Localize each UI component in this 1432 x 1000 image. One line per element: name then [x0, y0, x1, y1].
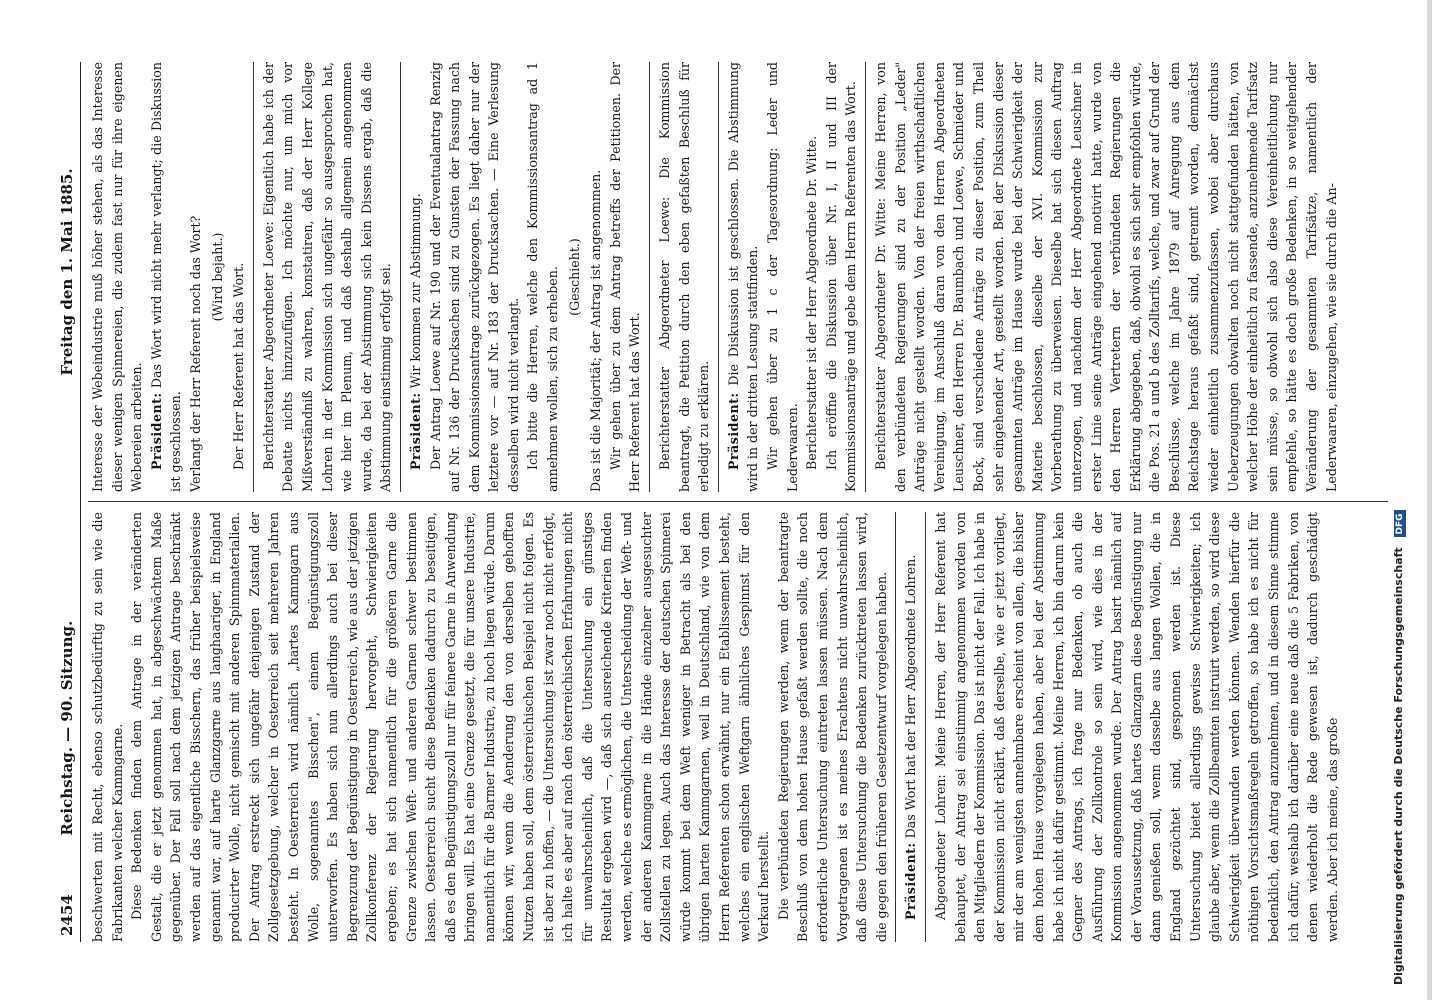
paragraph	[426, 62, 524, 492]
paragraph	[655, 62, 714, 492]
paragraph-text: Diese Bedenken finden dem Antrage in der veränderten Gestalt, die er jetzt genommen hat, in abgeschwächtem Maße gegenüber. Der Fall soll nach dem jetzigen Antrage beschränkt werden auf das eigentliche Bisschern, das früher beispielsweise genannt war, auf harte Glanzgarne aus langhaariger, in England producirter Wolle, nicht gemischt mit anderen Spinnmaterialien. Der Antrag erstreckt sich ungefähr denjenigen Zustand der Zollgesetzgebung, welcher in Oesterreich seit mehreren Jahren besteht. In Oesterreich wird nämlich „hartes Kammgarn aus Wolle, sogenanntes Bisschen", einem Begünstigungszoll unterworfen. Es haben sich nun allerdings auch bei dieser Begrenzung der Begünstigung in Oesterreich, wie aus der jetzigen Zollkonferenz der Regierung hervorgeht, Schwierigkeiten ergeben; es hat sich namentlich für die größeren Garne die Grenze zwischen Weft- und anderen Garnen schwer bestimmen lassen. Oesterreich sucht diese Bedenken dadurch zu beseitigen, daß es den Begünstigungszoll nur für feinere Garne in Anwendung bringen will. Es hat eine Grenze gesetzt, die für unsere Industrie, namentlich für die Barmer Industrie, zu hoch liegen würde. Darum können wir, wenn die Aenderung den von derselben gehofften Nutzen haben soll, dem österreichischen Beispiel nicht folgen. Es ist aber zu hoffen, — die Untersuchung ist zwar noch nicht erfolgt, ich halte es aber auf nach den österreichischen Erfahrungen nicht für unwahrscheinlich, daß die Untersuchung ein günstiges Resultat ergeben wird —, daß sich ausreichende Kriterien finden werden, welche es ermöglichen, die Unterscheidung der Weft- und der anderen Kammgarne in die Hände einzelner ausgesuchter Zollstellen zu legen. Auch das Interesse der deutschen Spinnerei würde kommt bei dem Weft weniger in Betracht als bei den übrigen harten Kammgarnen, weil in Deutschland, wie von dem Herrn Referenten schon erwähnt, nur ein Etablissement besteht, welches ein englischen Weftgarn ähnliches Gespinnst für den Verkauf herstellt.	[129, 512, 772, 942]
paragraph-text: Berichterstatter Abgeordneter Loewe: Die Kommission beantragt, die Petition durch den eben gefaßten Beschluß für erledigt zu erklären.	[657, 62, 712, 492]
paragraph-text: Berichterstatter Abgeordneter Loewe: Eigentlich habe ich der Debatte nichts hinzuzufügen. Ich möchte nur, um mich vor Mißverständniß zu wahren, konstatiren, daß der Herr Kollege Lohren in der Kommission sich ungefähr so ausgesprochen hat, wie hier im Plenum, und daß deshalb allgemein angenommen wurde, da bei der Abstimmung sich kein Dissens ergab, daß die Abstimmung einstimmig erfolgt sei.	[260, 62, 394, 492]
stage-direction	[565, 62, 585, 492]
paragraph-text: Das Wort wird nicht mehr verlangt; die Diskussion ist geschlossen.	[148, 62, 184, 492]
speaker-label: Präsident:	[407, 392, 423, 470]
paragraph-text: Berichterstatter Abgeordneter Dr. Witte: Meine Herren, von den verbündeten Regierungen sind zu der Position „Leder" Anträge nicht gestellt worden. Von der freien wirthschaftlichen Vereinigung, im Anschluß daran von den Herren Abgeordneten Leuschner, den Herren Dr. Baumbach und Loewe, Schmieder und Bock, sind verschiedene Anträge zu dieser Position, zum Theil sehr eingehender Art, gestellt worden. Bei der Diskussion dieser gesammten Anträge im Hause wurde bei der Schwierigkeit der Materie beschlossen, dieselbe der XVI. Kommission zur Vorberathung zu überweisen. Dieselbe hat sich diesen Auftrag unterzogen, und nachdem der Herr Abgeordnete Leuschner in erster Linie seine Anträge eingehend motivirt hatte, wurde von den Herren Vertretern der verbündeten Regierungen die Erklärung abgegeben, daß, obwohl es sich sehr empfohlen würde, die Pos. 21 a und b des Zolltarifs, welche, und zwar auf Grund der Beschlüsse, welche im Jahre 1879 auf Anregung aus dem Reichstage heraus gefaßt sind, getrennt worden, demnächst wieder einheitlich zusammenzufassen, wobei aber durchaus Ueberzeugungen obwalten noch nicht stattgefunden hätten, von welcher Höhe der einheitlich zu fassende, anzunehmende Tarifsatz sein müsse, so obwohl sich also diese Vereinheitlichung nur empfehle, so hätte es doch große Bedenken, in so weitgehender Veränderung der gesammten Tarifsätze, namentlich der Lederwaaren, einzugehen, wie sie durch die An-	[872, 62, 1339, 492]
page-header	[58, 62, 81, 942]
paragraph	[88, 512, 127, 942]
paragraph-text: Der Herr Referent hat das Wort.	[231, 262, 247, 470]
paragraph-text: Interesse der Webeindustrie muß höher stehen, als das Interesse dieser wenigen Spinnereien, die zudem fast nur für ihre eigenen Webereien arbeiten.	[90, 62, 145, 492]
paragraph	[88, 62, 147, 492]
dfg-logo: DFG	[1394, 510, 1406, 537]
section-separator	[400, 62, 401, 492]
header-left-title: Reichstag. — 90. Sitzung.	[58, 620, 76, 836]
paragraph	[186, 62, 206, 492]
speaker-label: Präsident:	[725, 392, 741, 470]
paragraph-text: (Geschieht.)	[566, 238, 582, 316]
paragraph-text: Wir gehen über zu 1 c der Tagesordnung: Leder und Lederwaaren.	[765, 62, 800, 492]
rotated-page	[58, 62, 1398, 942]
section-separator	[253, 62, 254, 492]
left-text-column	[88, 512, 1388, 942]
section-separator	[925, 512, 926, 942]
paragraph-text: Abgeordneter Lohren: Meine Herren, der Herr Referent hat behauptet, der Antrag sei einstimmig angenommen worden von den Mitgliedern der Kommission. Das ist nicht der Fall. Ich habe in der Kommission nicht erklärt, daß derselbe, wie er jetzt vorliegt, mir der am wenigsten annehmbare erscheint von allen, die bisher dem hohen Hause vorgelegen haben, aber bei der Abstimmung habe ich nicht dafür gestimmt. Meine Herren, ich bin darum kein Gegner des Antrags, ich frage nur Bedenken, ob auch die Ausführung der Zollkontrole so sein wird, wie dies in der Kommission angenommen wurde. Der Antrag basirt nämlich auf der Voraussetzung, daß hartes Glanzgarn diese Begünstigung nur dann genießen soll, wenn dasselbe aus langen Wollen, die in England gezüchtet sind, gesponnen werden ist. Diese Untersuchung bietet allerdings gewisse Schwierigkeiten; ich glaube aber, wenn die Zollbeamten instruirt werden, so wird diese Schwierigkeit überwunden werden können. Wenden hierfür die nöthigen Vorsichtsmaßregeln getroffen, so habe ich es nicht für bedenklich, den Antrag anzunehmen, und in diesem Sinne stimme ich dafür, weshalb ich darüber eine neue daß die 5 Fabriken, von denen wiederholt die Rede gewesen ist, dadurch geschädigt werden. Aber ich meine, das große	[932, 512, 1340, 942]
paragraph	[586, 62, 606, 492]
section-separator	[895, 512, 896, 942]
paragraph-text: Wir kommen zur Abstimmung.	[407, 193, 423, 389]
paragraph	[147, 62, 186, 492]
paragraph	[774, 512, 892, 942]
header-titles	[58, 62, 76, 942]
paragraph	[871, 62, 1341, 492]
paragraph-text: Ich bitte die Herren, welche den Kommissionsantrag ad 1 annehmen wollen, sich zu erheben.	[525, 62, 561, 492]
page-number: 2454	[58, 894, 76, 936]
section-separator	[718, 62, 719, 492]
paragraph-text: Die Diskussion ist geschlossen. Die Abstimmung wird in der dritten Lesung stattfinden.	[725, 62, 761, 492]
paragraph	[763, 62, 802, 492]
stage-direction	[208, 62, 228, 492]
paragraph	[802, 62, 822, 492]
paragraph	[901, 512, 921, 942]
paragraph	[127, 512, 774, 942]
paragraph	[406, 62, 426, 492]
paragraph-text: Die verbündeten Regierungen werden, wenn der beantragte Beschluß von dem hohen Hause gefaßt werden sollte, die noch erforderliche Untersuchung eintreten lassen müssen. Nach dem Vorgetragenen ist es meines Erachtens nicht unwahrscheinlich, daß diese Untersuchung die Bedenken zurücktreten lassen wird, die gegen den früheren Gesetzentwurf vorgelegen haben.	[775, 512, 889, 942]
header-right-title: Freitag den 1. Mai 1885.	[58, 168, 76, 376]
paragraph	[259, 62, 396, 492]
section-separator	[865, 62, 866, 492]
paragraph-text: Wir gehen über zu dem Antrag betreffs der Petitionen. Der Herr Referent hat das Wort.	[607, 62, 643, 492]
paragraph-text: Berichterstatter ist der Herr Abgeordnete Dr. Witte.	[804, 135, 820, 470]
speaker-label: Präsident:	[148, 392, 164, 470]
speaker-label: Präsident:	[903, 842, 919, 920]
paragraph-text: Das ist die Majorität; der Antrag ist angenommen.	[588, 169, 604, 492]
digitization-credit-text: Digitalisierung gefördert durch die Deutsche Forschungsgemeinschaft	[1392, 547, 1405, 985]
paragraph-text: beschwerten mit Recht, ebenso schutzbedürftig zu sein wie die Fabrikanten welcher Kammgarne.	[90, 512, 125, 942]
paragraph	[606, 62, 645, 492]
scan-edge	[1427, 0, 1432, 1000]
paragraph	[724, 62, 763, 492]
section-separator	[649, 62, 650, 492]
paragraph	[523, 62, 562, 492]
right-text-column	[88, 62, 1388, 492]
paragraph	[931, 512, 1342, 942]
paragraph	[822, 62, 861, 492]
paragraph-text: (Wird bejaht.)	[209, 232, 225, 322]
paragraph-text: Ich eröffne die Diskussion über Nr. I, II und III der Kommissionsanträge und gebe dem Herrn Referenten das Wort.	[823, 62, 859, 492]
paragraph-text: Verlangt der Herr Referent noch das Wort?	[187, 215, 203, 492]
digitization-credit	[1392, 5, 1406, 985]
column-divider	[88, 501, 1388, 502]
paragraph	[229, 62, 249, 492]
paragraph-text: Das Wort hat der Herr Abgeordnete Lohren.	[903, 554, 919, 839]
paragraph-text: Der Antrag Loewe auf Nr. 190 und der Eventualantrag Renzig auf Nr. 136 der Drucksachen sind zu Gunsten der Fassung nach dem Kommissionsantrage zurückgezogen. Es liegt daher nur der letztere vor — auf Nr. 183 der Drucksachen. — Eine Verlesung desselben wird nicht verlangt.	[427, 62, 521, 492]
